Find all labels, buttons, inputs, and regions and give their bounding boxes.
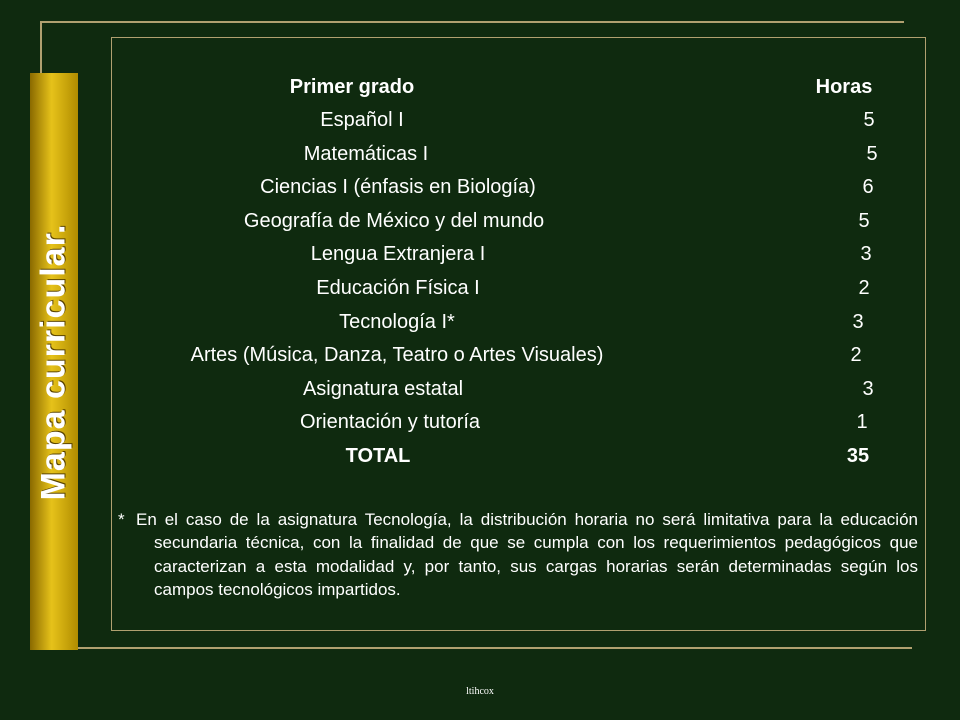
subject-name: Artes (Música, Danza, Teatro o Artes Visuales)	[190, 344, 604, 366]
total-hours: 35	[846, 445, 870, 467]
left-rule	[40, 21, 42, 75]
footer-credit: ltihcox	[466, 686, 494, 697]
subject-name: Ciencias I (énfasis en Biología)	[260, 176, 536, 198]
table-row	[0, 344, 960, 372]
table-row	[0, 378, 960, 406]
table-row	[0, 411, 960, 439]
subject-hours: 5	[866, 143, 878, 165]
table-row	[0, 176, 960, 204]
table-row	[0, 243, 960, 271]
subject-hours: 3	[860, 243, 872, 265]
table-row	[0, 311, 960, 339]
table-row	[0, 143, 960, 171]
table-row	[0, 277, 960, 305]
subject-name: Asignatura estatal	[302, 378, 464, 400]
subject-hours: 6	[862, 176, 874, 198]
subject-hours: 3	[852, 311, 864, 333]
bottom-rule	[40, 647, 912, 649]
subject-hours: 1	[856, 411, 868, 433]
subject-name: Orientación y tutoría	[299, 411, 481, 433]
footnote-marker: *	[118, 510, 125, 529]
subject-hours: 3	[862, 378, 874, 400]
table-total-row	[0, 445, 960, 473]
table-header	[0, 76, 960, 104]
subject-name: Educación Física I	[316, 277, 480, 299]
subject-name: Matemáticas I	[303, 143, 429, 165]
subject-hours: 5	[858, 210, 870, 232]
subject-name: Lengua Extranjera I	[310, 243, 486, 265]
footnote	[118, 508, 918, 602]
subject-hours: 2	[858, 277, 870, 299]
header-subject: Primer grado	[289, 76, 415, 98]
table-row	[0, 210, 960, 238]
side-title: Mapa curricular.	[34, 223, 73, 501]
total-label: TOTAL	[345, 445, 411, 467]
subject-name: Geografía de México y del mundo	[243, 210, 545, 232]
subject-hours: 5	[863, 109, 875, 131]
subject-hours: 2	[850, 344, 862, 366]
top-rule	[40, 21, 904, 23]
subject-name: Tecnología I*	[339, 311, 455, 333]
header-hours: Horas	[815, 76, 873, 98]
footnote-text: En el caso de la asignatura Tecnología, la distribución horaria no será limitativa para la educación secundaria técnica, con la finalidad de que se cumpla con los requerimientos pedagógicos que caracterizan a esta modalidad y, por tanto, sus cargas horarias serán determinadas según los campos tecnológicos impartidos.	[136, 510, 918, 600]
subject-name: Español I	[320, 109, 404, 131]
table-row	[0, 109, 960, 137]
